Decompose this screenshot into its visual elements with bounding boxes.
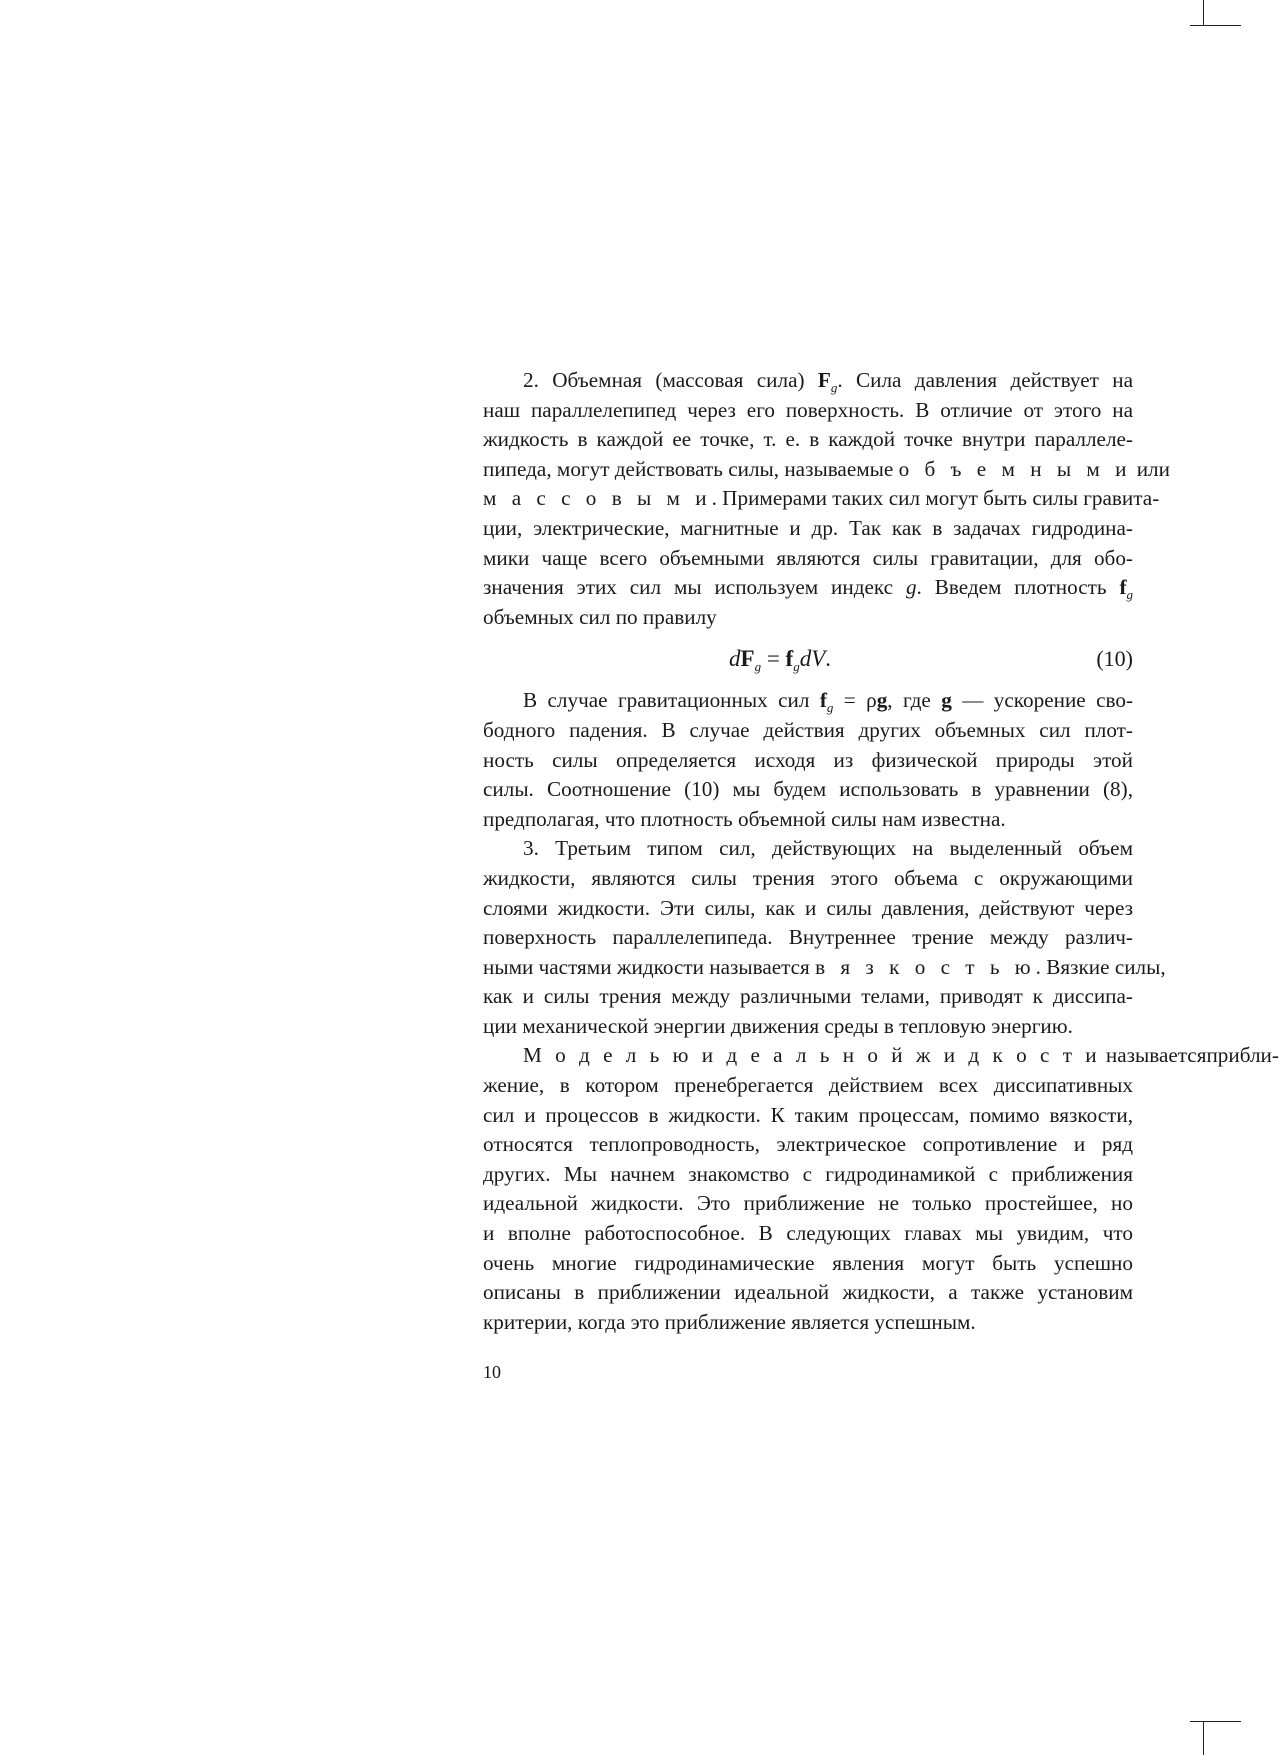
- eq-part: F: [740, 646, 755, 672]
- paragraph-friction: [483, 834, 1166, 1041]
- text-line: бодного падения. В случае действия других объемных сил плот-: [483, 717, 1133, 742]
- text-line: [483, 1041, 1279, 1071]
- text-line: [483, 953, 1166, 983]
- text-line: [483, 484, 1160, 514]
- text-line: других. Мы начнем знакомство с гидродинамикой с приближения: [483, 1161, 1133, 1186]
- text-span: или: [1131, 456, 1170, 481]
- equation: [729, 644, 831, 674]
- text-line: идеальной жидкости. Это приближение не только простейшее, но: [483, 1191, 1133, 1216]
- subscript: g: [793, 659, 800, 675]
- crop-mark-top-vertical: [1203, 0, 1204, 26]
- crop-mark-bottom-vertical: [1203, 1721, 1204, 1755]
- text-line: [483, 686, 1133, 716]
- eq-part: .: [825, 646, 832, 672]
- text-span: называетсяприбли-: [1100, 1043, 1279, 1068]
- text-line: ции механической энергии движения среды в тепловую энергию.: [483, 1013, 1073, 1038]
- body-text: [483, 366, 1279, 1337]
- force-symbol: F: [817, 368, 831, 392]
- text-span: . Примерами таких сил могут быть силы гравита-: [711, 486, 1160, 511]
- index-variable: g: [905, 575, 917, 600]
- text-line: сил и процессов в жидкости. К таким процессам, помимо вязкости,: [483, 1102, 1133, 1127]
- subscript: g: [1126, 587, 1134, 603]
- crop-mark-top-horizontal: [1190, 25, 1241, 26]
- text-line: силы. Соотношение (10) мы будем использовать в уравнении (8),: [483, 777, 1133, 802]
- text-line: слоями жидкости. Эти силы, как и силы давления, действуют через: [483, 895, 1133, 920]
- text-line: жидкость в каждой ее точке, т. е. в каждой точке внутри параллеле-: [483, 427, 1133, 452]
- text-line: [483, 573, 1133, 603]
- density-symbol: f: [819, 688, 827, 713]
- text-span: 2. Объемная (массовая сила): [523, 368, 818, 392]
- emphasized-term: в я з к о с т ь ю: [815, 954, 1036, 979]
- text-line: [483, 366, 1133, 396]
- text-span: пипеда, могут действовать силы, называемые: [483, 456, 899, 481]
- text-span: . Сила давления действует на: [837, 368, 1133, 392]
- text-line: ность силы определяется исходя из физической природы этой: [483, 747, 1133, 772]
- crop-mark-bottom-horizontal: [1190, 1721, 1241, 1722]
- text-line: и вполне работоспособное. В следующих главах мы увидим, что: [483, 1221, 1133, 1246]
- text-span: В случае гравитационных сил: [523, 688, 820, 713]
- page-number: 10: [483, 1362, 501, 1382]
- subscript: g: [830, 380, 838, 395]
- text-line: критерии, когда это приближение является успешным.: [483, 1309, 976, 1334]
- text-span: значения этих сил мы используем индекс: [483, 575, 906, 600]
- text-line: поверхность параллелепипеда. Внутреннее трение между различ-: [483, 925, 1133, 950]
- text-line: наш параллелепипед через его поверхность. В отличие от этого на: [483, 397, 1133, 422]
- eq-part: =: [761, 646, 786, 672]
- text-line: жение, в котором пренебрегается действием всех диссипативных: [483, 1073, 1133, 1098]
- text-line: как и силы трения между различными телами, приводят к диссипа-: [483, 984, 1133, 1009]
- eq-part: d: [729, 646, 741, 672]
- eq-part: f: [785, 646, 794, 672]
- emphasized-term: м а с с о в ы м и: [483, 486, 712, 511]
- text-line: очень многие гидродинамические явления могут быть успешно: [483, 1250, 1133, 1275]
- text-span: ными частями жидкости называется: [483, 954, 816, 979]
- subscript: g: [826, 700, 834, 716]
- gravity-symbol: g: [876, 688, 888, 713]
- text-line: жидкости, являются силы трения этого объема с окружающими: [483, 865, 1133, 890]
- text-line: [483, 455, 1170, 485]
- text-line: ции, электрические, магнитные и др. Так как в задачах гидродина-: [483, 515, 1133, 540]
- equation-block: [483, 640, 1133, 684]
- emphasized-term: М о д е л ь ю и д е а л ь н о й ж и д к о с т и: [523, 1043, 1101, 1068]
- text-line: мики чаще всего объемными являются силы гравитации, для обо-: [483, 545, 1133, 570]
- paragraph-gravitational: [483, 686, 1133, 834]
- text-span: . Вязкие силы,: [1035, 954, 1166, 979]
- text-span: — ускорение сво-: [951, 688, 1133, 713]
- paragraph-volume-force: [483, 366, 1170, 632]
- density-symbol: f: [1119, 575, 1127, 600]
- text-line: относятся теплопроводность, электрическое сопротивление и ряд: [483, 1132, 1133, 1157]
- text-span: , где: [887, 688, 942, 713]
- text-line: предполагая, что плотность объемной силы нам известна.: [483, 806, 1006, 831]
- emphasized-term: о б ъ е м н ы м и: [898, 456, 1132, 481]
- equation-number: (10): [1096, 646, 1133, 672]
- subscript: g: [754, 659, 762, 675]
- text-line: объемных сил по правилу: [483, 604, 717, 629]
- paragraph-ideal-fluid: [483, 1041, 1279, 1337]
- gravity-symbol: g: [941, 688, 952, 713]
- text-span: = ρ: [833, 688, 877, 713]
- eq-part: dV: [799, 646, 826, 672]
- text-line: описаны в приближении идеальной жидкости, а также установим: [483, 1280, 1133, 1305]
- text-line: 3. Третьим типом сил, действующих на выделенный объем: [523, 836, 1133, 861]
- text-span: . Введем плотность: [916, 575, 1120, 600]
